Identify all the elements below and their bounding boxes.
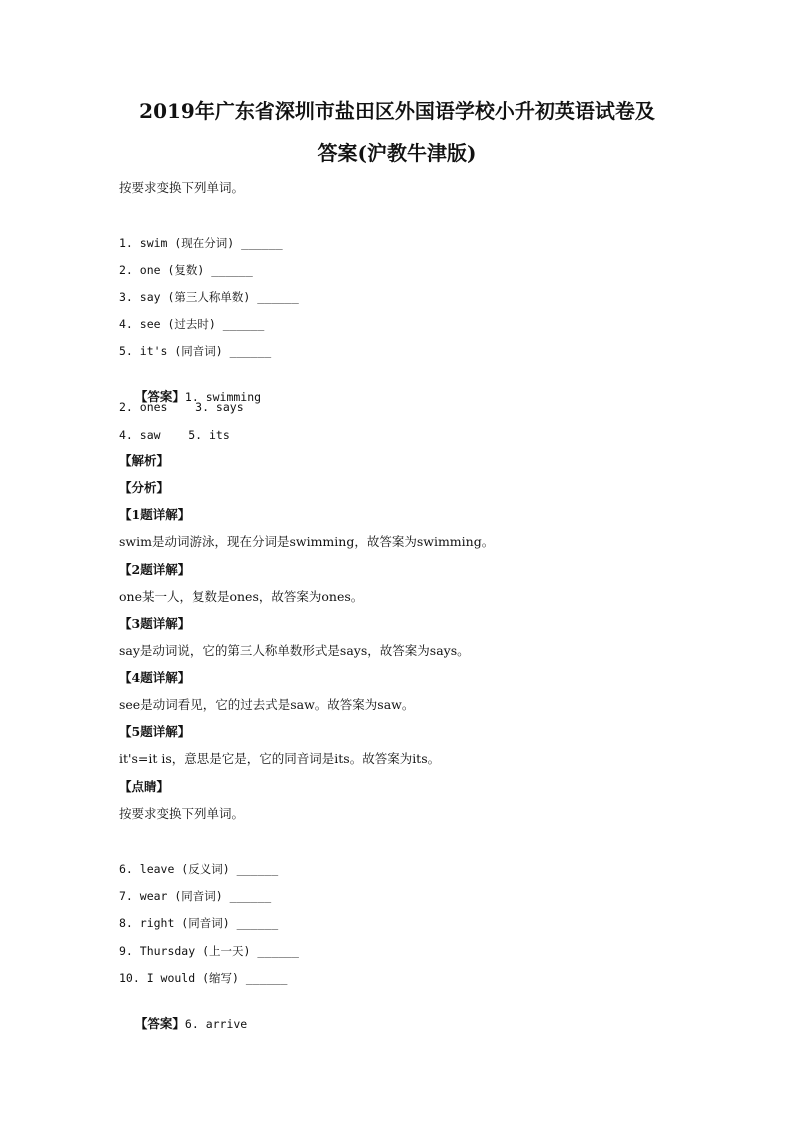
question-4: 4. see (过去时) ______ <box>119 317 265 331</box>
question-10: 10. I would (缩写) ______ <box>119 971 288 985</box>
detail-text-5: it's=it is，意思是它是，它的同音词是its。故答案为its。 <box>119 751 441 766</box>
detail-label-5: 【5题详解】 <box>119 724 191 739</box>
answer-block-2 <box>119 997 247 1051</box>
detail-text-4: see是动词看见，它的过去式是saw。故答案为saw。 <box>119 697 415 712</box>
question-8: 8. right (同音词) ______ <box>119 916 279 930</box>
answer-item: 6. arrive <box>184 1017 248 1031</box>
detail-label-2: 【2题详解】 <box>119 562 191 577</box>
question-6: 6. leave (反义词) ______ <box>119 862 279 876</box>
answer-line: 4. saw 5. its <box>119 428 230 442</box>
answer-label: 【答案】 <box>134 1016 185 1031</box>
answer-line: 2. ones 3. says <box>119 400 244 414</box>
detail-label-4: 【4题详解】 <box>119 670 191 685</box>
section-label-jiexi: 【解析】 <box>119 453 170 468</box>
detail-text-2: one某一人，复数是ones，故答案为ones。 <box>119 589 364 604</box>
question-1: 1. swim (现在分词) ______ <box>119 236 283 250</box>
section-label-dianjing: 【点睛】 <box>119 779 170 794</box>
question-9: 9. Thursday (上一天) ______ <box>119 944 299 958</box>
question-2: 2. one (复数) ______ <box>119 263 253 277</box>
document-title-line-2: 答案(沪教牛津版) <box>317 141 477 165</box>
instruction-text-1: 按要求变换下列单词。 <box>119 180 245 195</box>
detail-text-3: say是动词说，它的第三人称单数形式是says，故答案为says。 <box>119 643 470 658</box>
detail-text-1: swim是动词游泳，现在分词是swimming，故答案为swimming。 <box>119 534 495 549</box>
section-label-fenxi: 【分析】 <box>119 480 170 495</box>
question-3: 3. say (第三人称单数) ______ <box>119 290 299 304</box>
question-7: 7. wear (同音词) ______ <box>119 889 272 903</box>
instruction-text-2: 按要求变换下列单词。 <box>119 806 245 821</box>
detail-label-1: 【1题详解】 <box>119 507 191 522</box>
answer-label: 【答案】 <box>134 389 185 404</box>
document-title-line-1: 2019年广东省深圳市盐田区外国语学校小升初英语试卷及 <box>139 99 655 123</box>
detail-label-3: 【3题详解】 <box>119 616 191 631</box>
answer-item: 1. swimming <box>184 390 262 404</box>
question-5: 5. it's (同音词) ______ <box>119 344 272 358</box>
